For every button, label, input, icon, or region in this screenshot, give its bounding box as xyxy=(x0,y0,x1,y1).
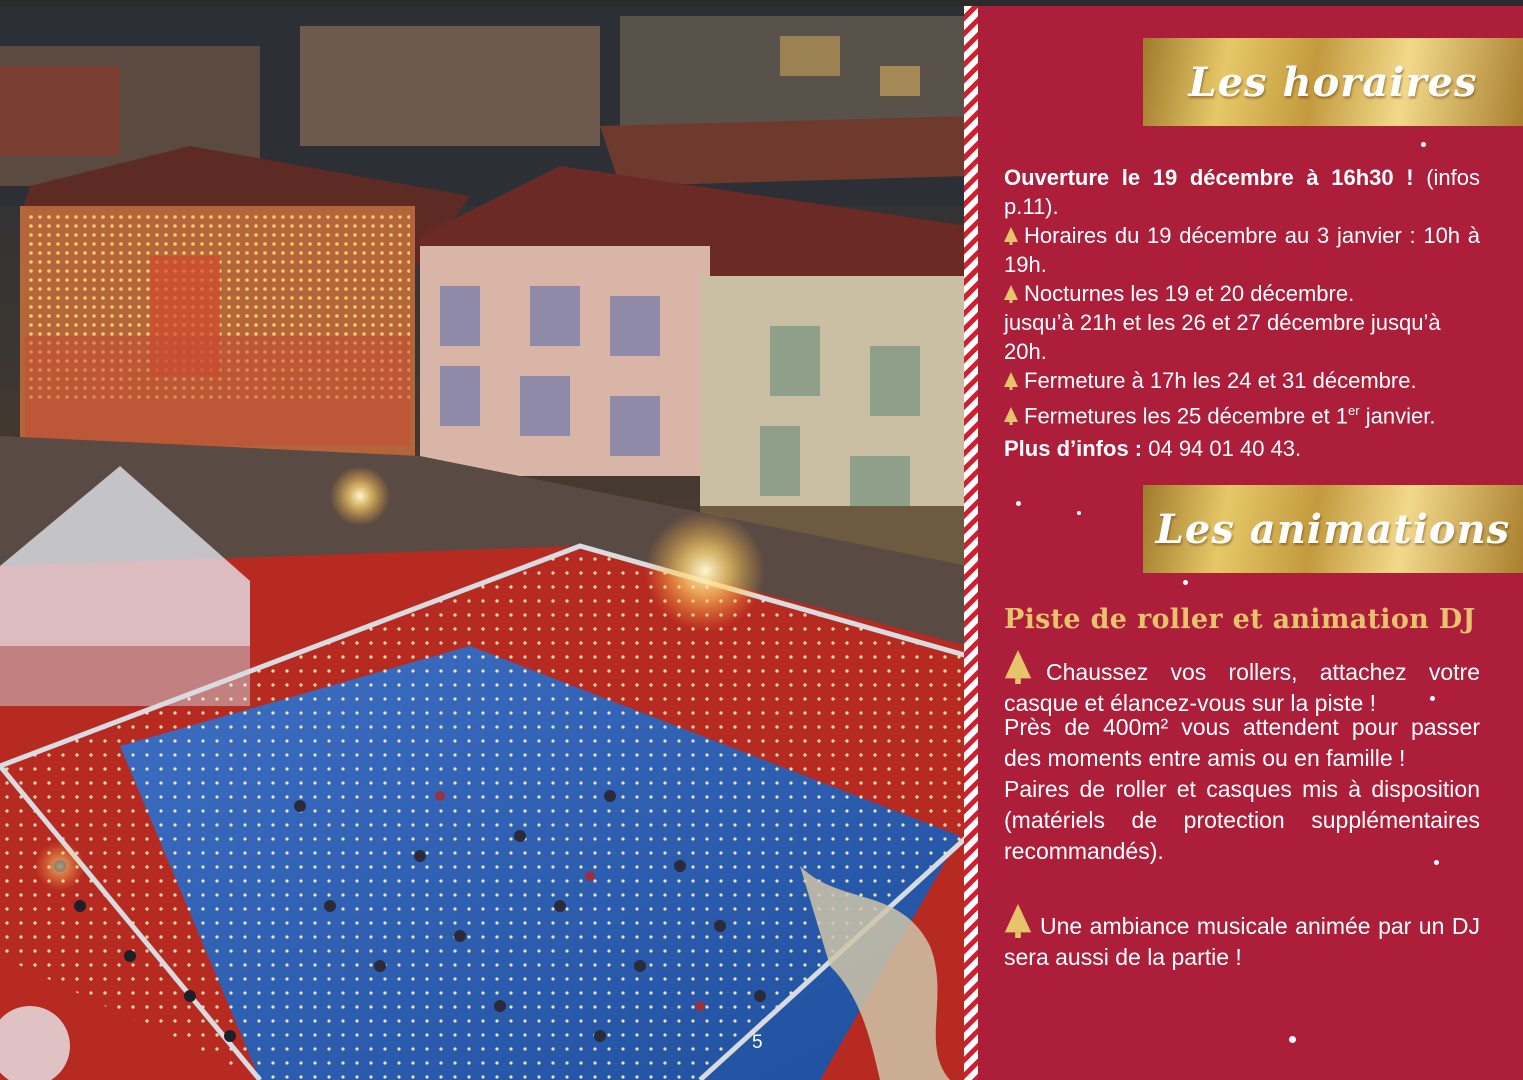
horaires-banner xyxy=(1143,38,1523,126)
animation-paragraph-1 xyxy=(1004,650,1480,719)
roller-dj-subtitle: Piste de roller et animation DJ xyxy=(1004,604,1476,635)
hours-item-4-text: Fermetures les 25 décembre et 1 xyxy=(1024,403,1349,429)
horaires-title: Les horaires xyxy=(1188,58,1478,106)
aerial-photo-skating-rink xyxy=(0,6,968,1080)
opening-paragraph xyxy=(1004,163,1480,221)
christmas-tree-icon xyxy=(1004,407,1018,425)
christmas-tree-icon xyxy=(1004,904,1032,938)
animation-paragraph-4 xyxy=(1004,904,1480,973)
animation-p4-text: Une ambiance musicale animée par un DJ sera aussi de la partie ! xyxy=(1004,913,1480,970)
contact-phone: 04 94 01 40 43. xyxy=(1142,436,1302,461)
christmas-tree-icon xyxy=(1004,285,1018,303)
info-panel xyxy=(978,6,1523,1080)
animations-title: Les animations xyxy=(1155,505,1511,553)
hours-item-3 xyxy=(1004,366,1480,395)
snow-dot xyxy=(1289,1036,1296,1043)
snow-dot xyxy=(1077,511,1081,515)
hours-item-2 xyxy=(1004,279,1480,308)
animation-paragraph-3: Paires de roller et casques mis à disposition (matériels de protection supplémentaires recommandés). xyxy=(1004,776,1480,864)
animation-p1-text: Chaussez vos rollers, attachez votre casque et élancez-vous sur la piste ! xyxy=(1004,659,1480,716)
hours-item-1 xyxy=(1004,221,1480,279)
contact-line xyxy=(1004,434,1480,463)
christmas-tree-icon xyxy=(1004,650,1032,684)
hours-item-4 xyxy=(1004,396,1480,430)
page-number: 5 xyxy=(752,1032,763,1053)
animations-banner xyxy=(1143,485,1523,573)
candy-cane-border xyxy=(964,6,978,1080)
hours-item-2-continuation: jusqu’à 21h et les 26 et 27 décembre jusqu’à 20h. xyxy=(1004,310,1441,364)
christmas-tree-icon xyxy=(1004,227,1018,245)
opening-note: (infos p.11). xyxy=(1004,165,1480,219)
christmas-tree-icon xyxy=(1004,372,1018,390)
contact-label: Plus d’infos : xyxy=(1004,436,1143,461)
snow-dot xyxy=(1016,501,1021,506)
hours-item-3-text: Fermeture à 17h les 24 et 31 décembre. xyxy=(1024,368,1417,393)
opening-date: Ouverture le 19 décembre à 16h30 ! xyxy=(1004,165,1414,190)
animation-paragraph-2: Près de 400m² vous attendent pour passer des moments entre amis ou en famille ! xyxy=(1004,714,1480,771)
hours-item-2-text: Nocturnes les 19 et 20 décembre. xyxy=(1024,281,1355,306)
hours-item-4-end: janvier. xyxy=(1359,403,1436,429)
snow-dot xyxy=(1183,580,1188,585)
snow-dot xyxy=(1421,142,1426,147)
hours-item-1-text: Horaires du 19 décembre au 3 janvier : 10h à 19h. xyxy=(1004,223,1480,277)
hours-item-4-sup: er xyxy=(1348,403,1360,418)
photo-illustration xyxy=(0,6,968,1080)
